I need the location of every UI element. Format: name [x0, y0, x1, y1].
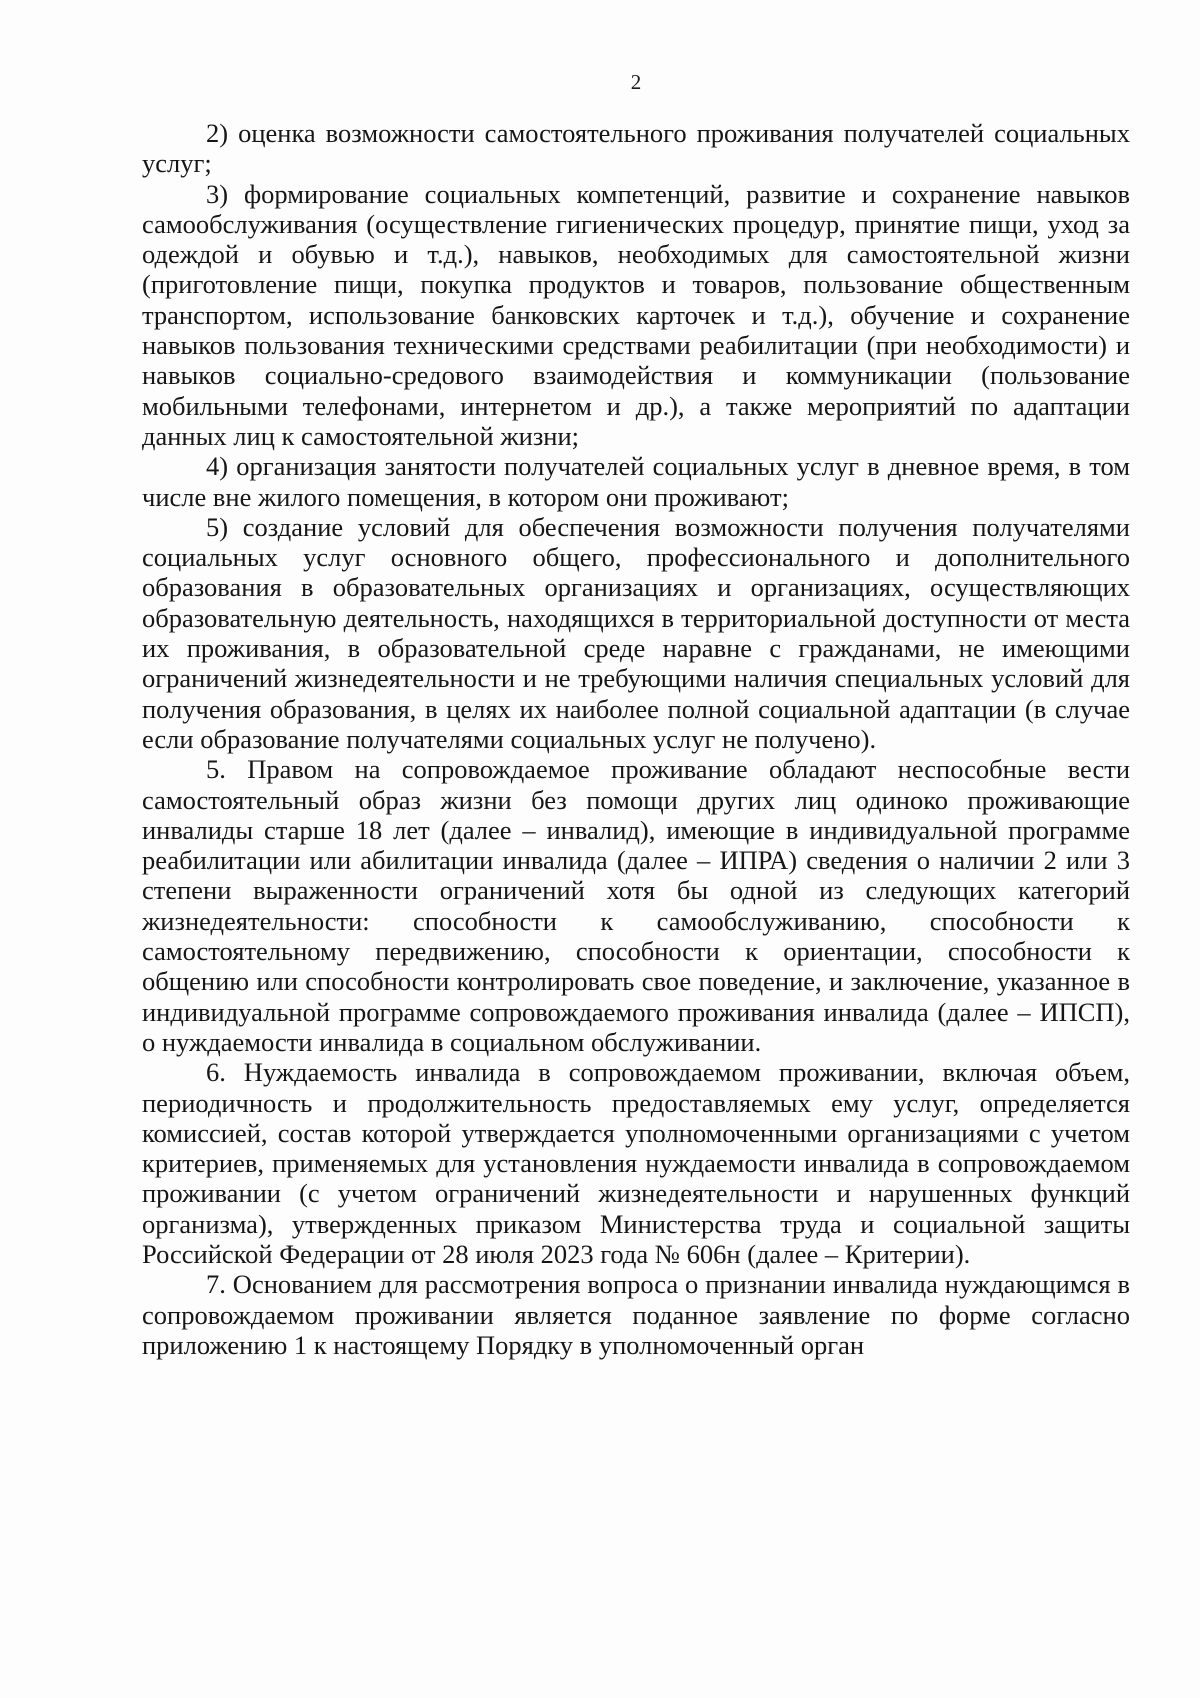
paragraph-item-5: 5) создание условий для обеспечения возможности получения получателями социальных услуг основного общего, профессионального и дополнительного образования в образовательных организациях и организациях, осуществляющих образовательную деятельность, находящихся в территориальной доступности от места их проживания, в образовательной среде наравне с гражданами, не имеющими ограничений жизнедеятельности и не требующими наличия специальных условий для получения образования, в целях их наиболее полной социальной адаптации (в случае если образование получателями социальных услуг не получено). [142, 511, 1130, 754]
paragraph-item-4: 4) организация занятости получателей социальных услуг в дневное время, в том числе вне жилого помещения, в котором они проживают; [142, 451, 1130, 512]
page-number: 2 [630, 70, 642, 94]
document-body [142, 118, 1130, 1360]
paragraph-item-3: 3) формирование социальных компетенций, развитие и сохранение навыков самообслуживания (осуществление гигиенических процедур, принятие пищи, уход за одеждой и обувью и т.д.), навыков, необходимых для самостоятельной жизни (приготовление пищи, покупка продуктов и товаров, пользование общественным транспортом, использование банковских карточек и т.д.), обучение и сохранение навыков пользования техническими средствами реабилитации (при необходимости) и навыков социально-средового взаимодействия и коммуникации (пользование мобильными телефонами, интернетом и др.), а также мероприятий по адаптации данных лиц к самостоятельной жизни; [142, 178, 1130, 451]
paragraph-clause-6: 6. Нуждаемость инвалида в сопровождаемом проживании, включая объем, периодичность и продолжительность предоставляемых ему услуг, определяется комиссией, состав которой утверждается уполномоченными организациями с учетом критериев, применяемых для установления нуждаемости инвалида в сопровождаемом проживании (с учетом ограничений жизнедеятельности и нарушенных функций организма), утвержденных приказом Министерства труда и социальной защиты Российской Федерации от 28 июля 2023 года № 606н (далее – Критерии). [142, 1057, 1130, 1269]
paragraph-clause-5: 5. Правом на сопровождаемое проживание обладают неспособные вести самостоятельный образ жизни без помощи других лиц одиноко проживающие инвалиды старше 18 лет (далее – инвалид), имеющие в индивидуальной программе реабилитации или абилитации инвалида (далее – ИПРА) сведения о наличии 2 или 3 степени выраженности ограничений хотя бы одной из следующих категорий жизнедеятельности: способности к самообслуживанию, способности к самостоятельному передвижению, способности к ориентации, способности к общению или способности контролировать свое поведение, и заключение, указанное в индивидуальной программе сопровождаемого проживания инвалида (далее – ИПСП), о нуждаемости инвалида в социальном обслуживании. [142, 754, 1130, 1057]
paragraph-item-2: 2) оценка возможности самостоятельного проживания получателей социальных услуг; [142, 118, 1130, 179]
paragraph-clause-7: 7. Основанием для рассмотрения вопроса о признании инвалида нуждающимся в сопровождаемом проживании является поданное заявление по форме согласно приложению 1 к настоящему Порядку в уполномоченный орган [142, 1269, 1130, 1360]
